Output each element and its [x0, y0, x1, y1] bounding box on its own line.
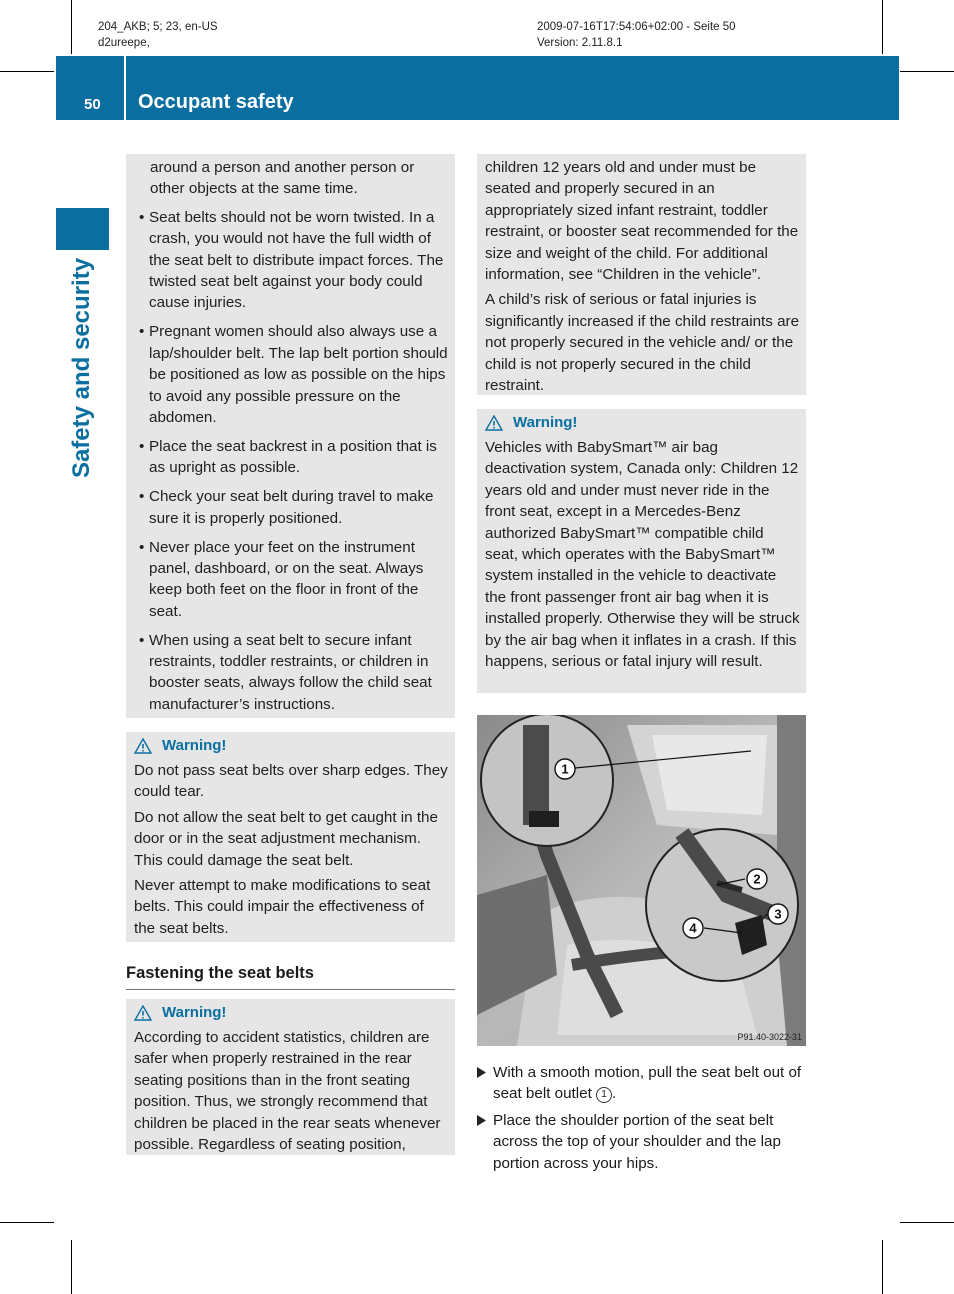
list-item: • Place the seat backrest in a position that is as upright as possible. — [134, 436, 449, 479]
list-item: • When using a seat belt to secure infant restraints, toddler restraints, or children in booster seats, always follow the child seat manufacturer’s instructions. — [134, 630, 449, 716]
page-number: 50 — [84, 96, 101, 113]
child-restraint-box — [477, 154, 806, 395]
crop-mark — [0, 1222, 54, 1223]
side-tab-label: Safety and security — [68, 257, 95, 479]
figure-code: P91.40-3022-31 — [737, 1032, 802, 1042]
section-title: Occupant safety — [138, 91, 294, 113]
warning-header — [134, 734, 449, 758]
list-item: • Pregnant women should also always use a lap/shoulder belt. The lap belt portion should be positioned as low as possible on the hips to avoid any possible pressure on the abdomen. — [134, 321, 449, 428]
instruction-step — [477, 1110, 810, 1174]
rules-list — [134, 207, 449, 715]
crop-mark — [0, 71, 54, 72]
print-meta-right-line2: Version: 2.11.8.1 — [537, 37, 623, 49]
callout-3-label: 3 — [774, 906, 782, 922]
instruction-steps — [477, 1062, 810, 1179]
subheading-rule — [126, 989, 455, 990]
callout-1 — [555, 759, 575, 779]
warning-paragraph: Do not allow the seat belt to get caught in the door or in the seat adjustment mechanism. This could damage the seat belt. — [134, 808, 438, 869]
step-text: With a smooth motion, pull the seat belt out of seat belt outlet — [493, 1064, 802, 1103]
intro-text: around a person and another person or other objects at the same time. — [150, 159, 415, 198]
step-text: Place the shoulder portion of the seat belt across the top of your shoulder and the lap portion across your hips. — [493, 1111, 781, 1172]
crop-mark — [900, 1222, 954, 1223]
warning-title: Warning! — [513, 414, 578, 432]
print-meta-left — [98, 19, 218, 51]
print-meta-left-line1: 204_AKB; 5; 23, en-US — [98, 21, 218, 33]
list-item: • Seat belts should not be worn twisted. In a crash, you would not have the full width of the seat belt to distribute impact forces. The twisted seat belt against your body could cause injuries. — [134, 207, 449, 314]
warning-box-sharp-edges — [126, 732, 455, 942]
seat-belt-illustration — [477, 715, 806, 1046]
warning-triangle-icon — [134, 738, 152, 754]
crop-mark — [900, 71, 954, 72]
crop-mark — [882, 1240, 883, 1294]
instruction-step — [477, 1062, 810, 1105]
step-arrow-icon — [477, 1067, 486, 1078]
callout-4 — [683, 918, 703, 938]
callout-1-label: 1 — [561, 761, 569, 777]
step-arrow-icon — [477, 1115, 486, 1126]
callout-2-label: 2 — [753, 871, 761, 887]
warning-paragraph: Do not pass seat belts over sharp edges. They could tear. — [134, 762, 448, 801]
list-item: • Check your seat belt during travel to make sure it is properly positioned. — [134, 486, 449, 529]
callout-3 — [768, 904, 788, 924]
callout-2 — [747, 869, 767, 889]
seat-belt-rules-box — [126, 154, 455, 718]
print-meta-left-line2: d2ureepe, — [98, 37, 150, 49]
warning-header — [134, 1001, 449, 1025]
warning-triangle-icon — [485, 415, 503, 431]
crop-mark — [71, 0, 72, 54]
warning-title: Warning! — [162, 1004, 227, 1022]
warning-paragraph: Never attempt to make modifications to seat belts. This could impair the effectiveness of the seat belts. — [134, 877, 431, 937]
warning-title: Warning! — [162, 737, 227, 755]
continued-paragraph: A child’s risk of serious or fatal injuries is significantly increased if the child restraints are not properly secured in the vehicle and/ or the child is not properly secured in the child restraint. — [485, 291, 800, 395]
print-meta-right-line1: 2009-07-16T17:54:06+02:00 - Seite 50 — [537, 21, 736, 33]
callout-4-label: 4 — [689, 920, 697, 936]
continued-paragraph: children 12 years old and under must be seated and properly secured in an appropriately sized infant restraint, toddler restraint, or booster seat recommended for the size and weight of the child. For additional information, see “Children in the vehicle”. — [485, 159, 799, 284]
warning-box-rear-seats — [126, 999, 455, 1155]
warning-paragraph: Vehicles with BabySmart™ air bag deactivation system, Canada only: Children 12 years old and under must never ride in the front seat, except in a Mercedes-Benz authorized BabySmart™ compatible child seat, which operates with the BabySmart™ system installed in the vehicle to deactivate the front passenger front air bag when it is installed properly. Otherwise they will be struck by the air bag when it inflates in a crash. If this happens, serious or fatal injury will result. — [485, 439, 800, 671]
step-text-end: . — [612, 1085, 617, 1103]
print-meta-right — [537, 19, 736, 51]
list-item: • Never place your feet on the instrument panel, dashboard, or on the seat. Always keep both feet on the floor in front of the seat. — [134, 537, 449, 623]
warning-header — [485, 411, 800, 435]
subheading-fastening: Fastening the seat belts — [126, 964, 314, 982]
side-tab — [56, 208, 109, 250]
warning-paragraph: According to accident statistics, children are safer when properly restrained in the rear seating positions than in the front seating position. Thus, we strongly recommend that children be placed in the rear seats whenever possible. Regardless of seating position, — [134, 1029, 441, 1154]
header-divider — [124, 56, 126, 120]
outlet-ref-number: 1 — [596, 1087, 612, 1103]
warning-triangle-icon — [134, 1005, 152, 1021]
warning-box-babysmart — [477, 409, 806, 693]
crop-mark — [71, 1240, 72, 1294]
crop-mark — [882, 0, 883, 54]
